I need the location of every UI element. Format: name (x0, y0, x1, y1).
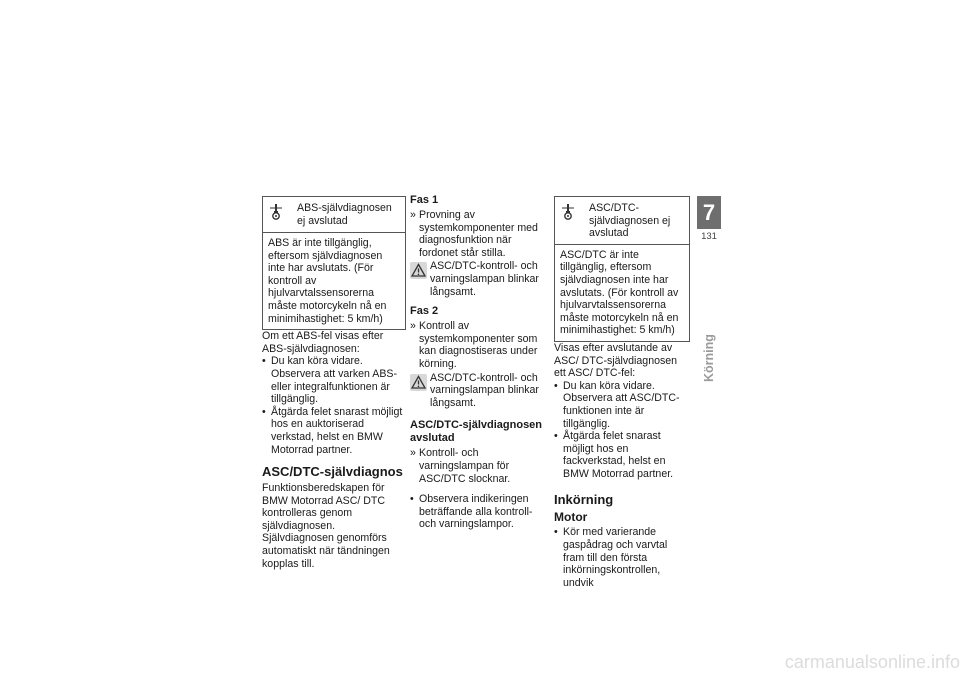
section-heading-asc-dtc: ASC/DTC-självdiagnos (262, 464, 403, 480)
asc-dtc-note-header (555, 197, 689, 245)
warning-triangle-icon (410, 262, 427, 279)
abs-error-intro: Om ett ABS-fel visas efter ABS-självdiagnosen: (262, 330, 384, 355)
warning-triangle-icon (410, 374, 427, 391)
list-item: • Kör med varierande gaspådrag och varvtal fram till den första inkörningskontrollen, undvik (554, 526, 690, 589)
phase-2-step: » Kontroll av systemkomponenter som kan diagnostiseras under körning. (410, 320, 548, 370)
section-heading-inkorning: Inkörning (554, 492, 614, 508)
chapter-title: Körning (702, 334, 716, 382)
chapter-marker (697, 196, 721, 242)
list-item: • Du kan köra vidare. Observera att ASC/DTC-funktionen inte är tillgänglig. (554, 380, 690, 430)
abs-note-title: ABS-självdiagnosen ej avslutad (297, 202, 392, 227)
list-item: • Åtgärda felet snarast möjligt hos en fackverkstad, helst en BMW Motorrad partner. (554, 430, 690, 480)
subheading-motor: Motor (554, 510, 588, 525)
abs-note-body: ABS är inte tillgänglig, eftersom självdiagnosen inte har avslutats. (För kontroll av hjulvarvtalssensorerna måste motorcykeln nå en minimihastighet: 5 km/h) (268, 237, 387, 325)
chapter-number: 7 (697, 196, 721, 229)
phase-2-result-text: ASC/DTC-kontroll- och varningslampan blinkar långsamt. (430, 371, 539, 409)
abs-note-header (263, 197, 405, 233)
column-3 (554, 196, 690, 589)
list-item: • Du kan köra vidare. Observera att varken ABS- eller integralfunktionen är tillgänglig. (262, 355, 406, 405)
page-number: 131 (701, 231, 717, 242)
asc-dtc-done-step: » Kontroll- och varningslampan för ASC/DTC slocknar. (410, 447, 548, 485)
column-2 (410, 194, 548, 531)
asc-dtc-done-heading: ASC/DTC-självdiagnosen avslutad (410, 419, 543, 445)
list-item: • Observera indikeringen beträffande alla kontroll- och varningslampor. (410, 493, 548, 531)
phase-2-heading: Fas 2 (410, 305, 439, 318)
phase-2-result (410, 372, 548, 410)
phase-1-result (410, 260, 548, 298)
phase-1-step: » Provning av systemkomponenter med diagnosfunktion när fordonet står stilla. (410, 209, 548, 259)
column-1 (262, 196, 406, 570)
watermark: carmanualsonline.info (784, 652, 960, 672)
phase-1-heading: Fas 1 (410, 194, 439, 206)
gear-with-screwdriver-icon (561, 204, 575, 220)
asc-dtc-intro: Funktionsberedskapen för BMW Motorrad ASC/ DTC kontrolleras genom självdiagnosen. Självdiagnosen genomförs automatiskt när tändningen kopplas till. (262, 482, 390, 570)
gear-with-screwdriver-icon (269, 204, 283, 220)
phase-1-result-text: ASC/DTC-kontroll- och varningslampan blinkar långsamt. (430, 260, 539, 298)
abs-note-box (262, 196, 406, 330)
asc-dtc-note-body: ASC/DTC är inte tillgänglig, eftersom självdiagnosen inte har avslutats. (För kontroll av hjulvarvtalssensorerna måste motorcykeln nå en minimihastighet: 5 km/h) (560, 248, 679, 337)
asc-dtc-note-box (554, 196, 690, 342)
list-item: • Åtgärda felet snarast möjligt hos en auktoriserad verkstad, helst en BMW Motorrad partner. (262, 406, 406, 456)
asc-dtc-error-intro: Visas efter avslutande av ASC/ DTC-självdiagnosen ett ASC/ DTC-fel: (554, 341, 678, 380)
asc-dtc-note-title: ASC/DTC-självdiagnosen ej avslutad (589, 202, 671, 240)
